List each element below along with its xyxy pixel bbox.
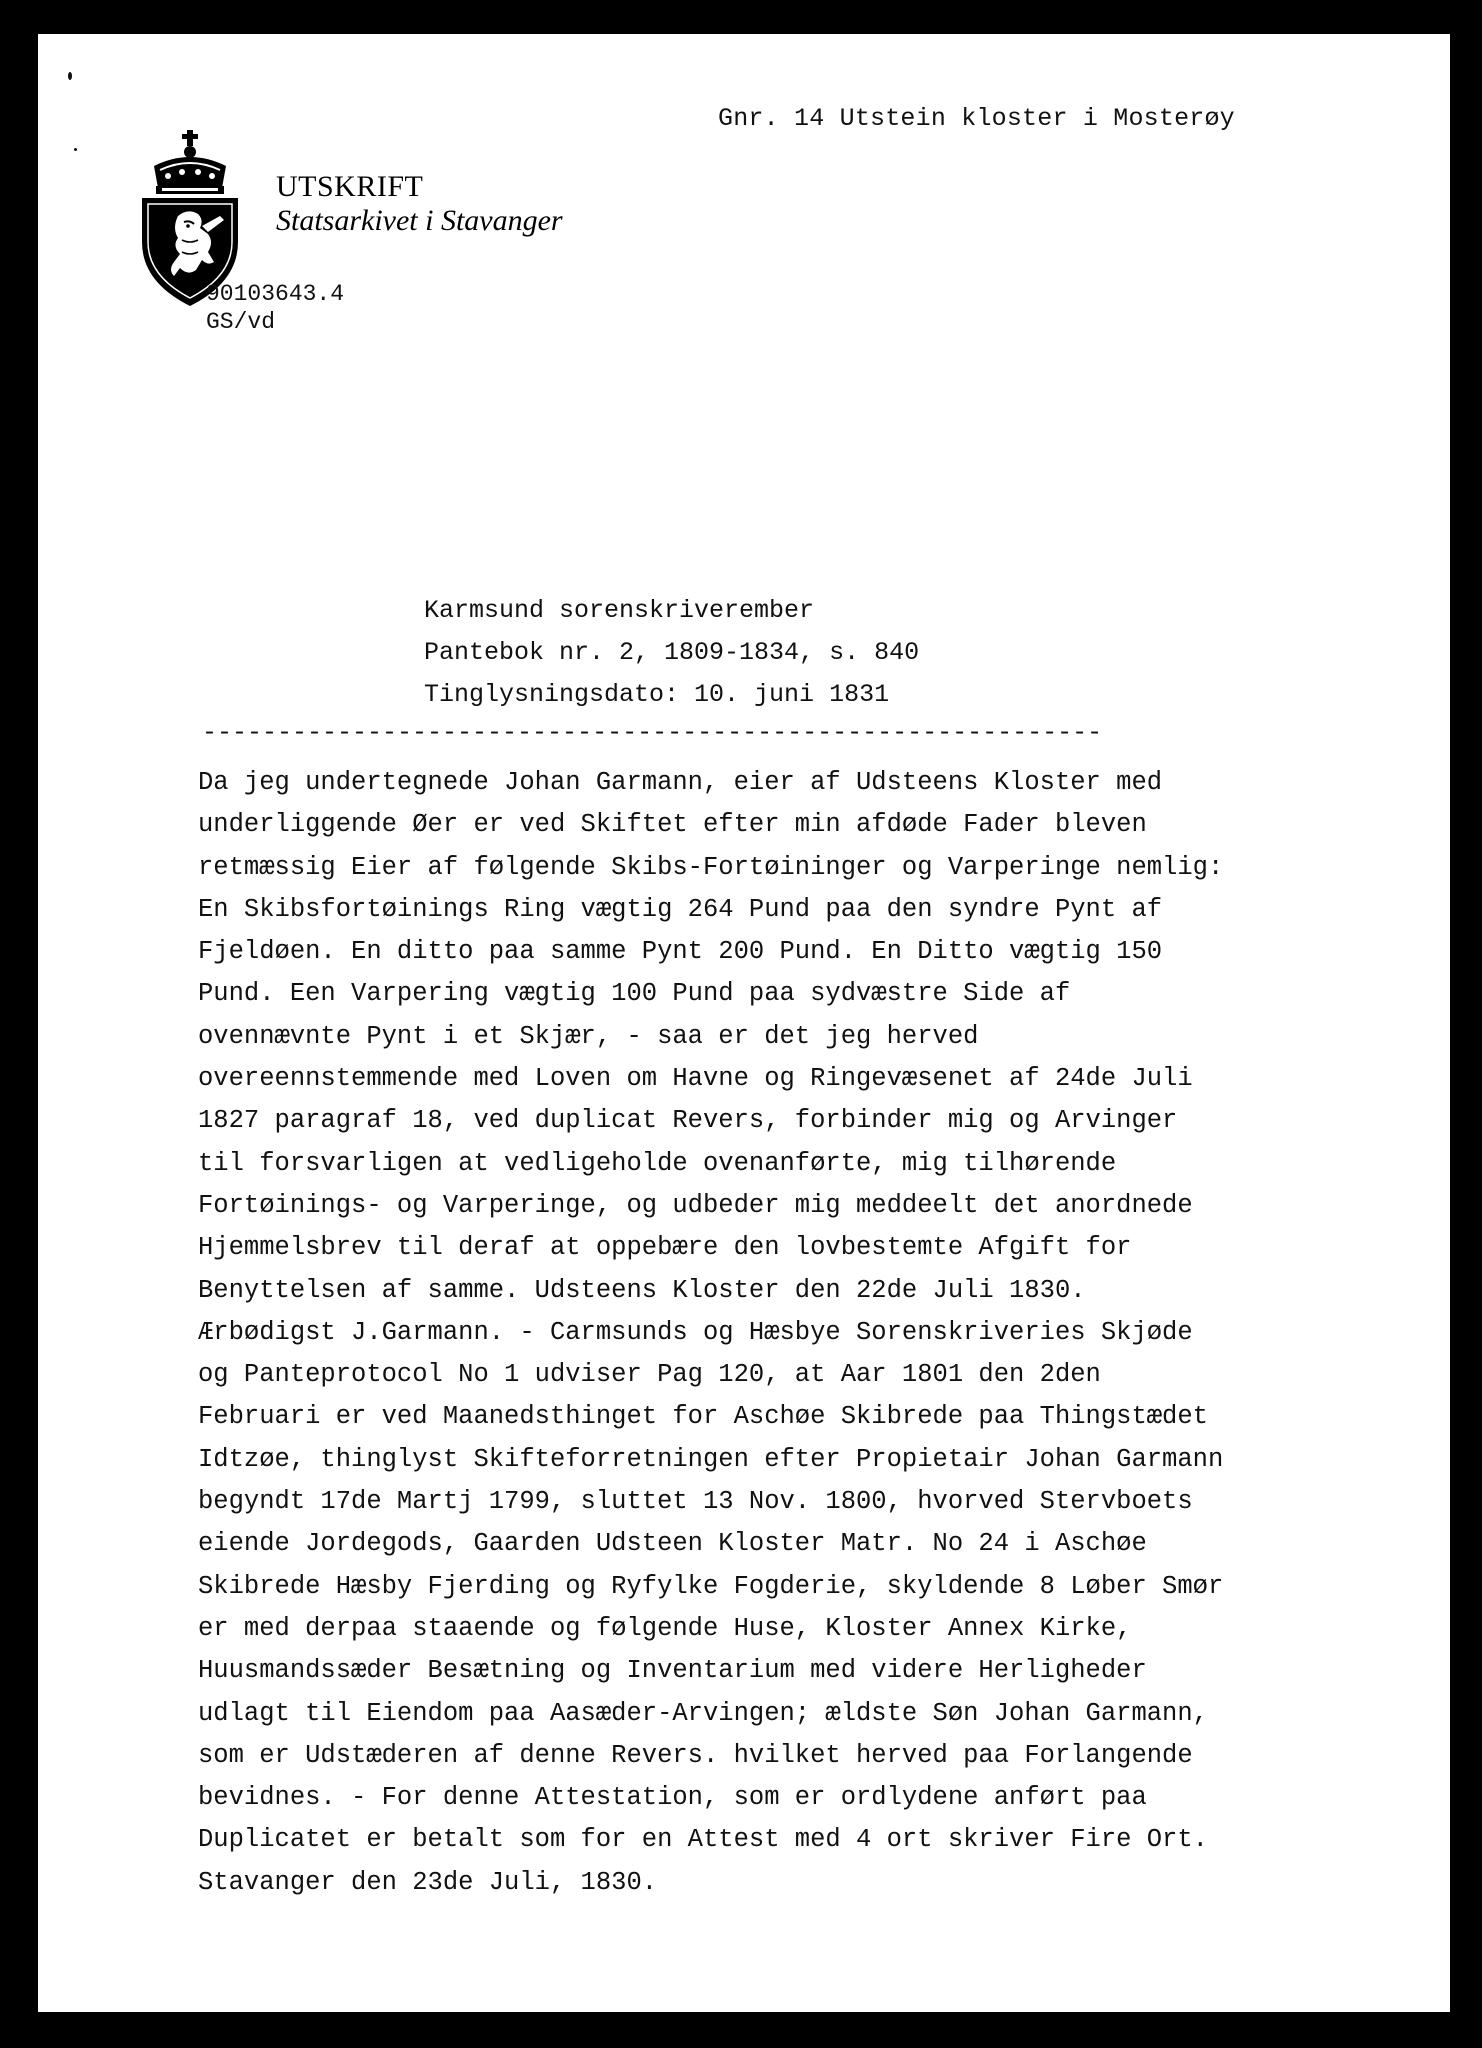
document-page [38, 34, 1450, 2012]
source-date: Tinglysningsdato: 10. juni 1831 [424, 680, 890, 709]
source-citation [424, 590, 919, 716]
text-line: Da jeg undertegnede Johan Garmann, eier af Udsteens Kloster med [198, 768, 1163, 797]
text-line: 1827 paragraf 18, ved duplicat Revers, forbinder mig og Arvinger [198, 1106, 1178, 1136]
text-line: Huusmandssæder Besætning og Inventarium med videre Herligheder [198, 1656, 1147, 1686]
text-line: til forsvarligen at vedligeholde ovenanførte, mig tilhørende [198, 1148, 1117, 1178]
text-line: udlagt til Eiendom paa Aasæder-Arvingen; ældste Søn Johan Garmann, [198, 1698, 1208, 1728]
text-line: underliggende Øer er ved Skiftet efter min afdøde Fader bleven [198, 810, 1147, 840]
text-line: Fjeldøen. En ditto paa samme Pynt 200 Pund. En Ditto vægtig 150 [198, 937, 1163, 967]
text-line: bevidnes. - For denne Attestation, som er ordlydene anført paa [198, 1783, 1147, 1813]
text-line: som er Udstæderen af denne Revers. hvilket herved paa Forlangende [198, 1740, 1193, 1770]
reference-initials: GS/vd [206, 309, 276, 335]
reference-block [206, 280, 344, 336]
text-line: Februari er ved Maanedsthinget for Aschøe Skibrede paa Thingstædet [198, 1402, 1208, 1432]
text-line: Ærbødigst J.Garmann. - Carmsunds og Hæsbye Sorenskriveries Skjøde [198, 1317, 1193, 1347]
text-line: retmæssig Eier af følgende Skibs-Fortøininger og Varperinge nemlig: [198, 852, 1224, 882]
source-book: Pantebok nr. 2, 1809-1834, s. 840 [424, 638, 920, 667]
text-line: er med derpaa staaende og følgende Huse, Kloster Annex Kirke, [198, 1613, 1132, 1643]
text-line: og Panteprotocol No 1 udviser Pag 120, at Aar 1801 den 2den [198, 1360, 1101, 1390]
separator-line: ------------------------------------------------------------ [202, 718, 1103, 747]
text-line: Stavanger den 23de Juli, 1830. [198, 1867, 658, 1897]
text-line: overeennstemmende med Loven om Havne og Ringevæsenet af 24de Juli [198, 1064, 1193, 1094]
text-line: Benyttelsen af samme. Udsteens Kloster den 22de Juli 1830. [198, 1275, 1086, 1305]
text-line: Duplicatet er betalt som for en Attest med 4 ort skriver Fire Ort. [198, 1825, 1208, 1855]
text-line: Pund. Een Varpering vægtig 100 Pund paa sydvæstre Side af [198, 979, 1071, 1009]
text-line: Hjemmelsbrev til deraf at oppebære den lovbestemte Afgift for [198, 1233, 1132, 1263]
property-number: Gnr. 14 Utstein kloster i Mosterøy [718, 104, 1235, 133]
office-name: Statsarkivet i Stavanger [276, 204, 563, 237]
reference-number: 90103643.4 [206, 281, 345, 307]
text-line: Skibrede Hæsby Fjerding og Ryfylke Fogderie, skyldende 8 Løber Smør [198, 1571, 1224, 1601]
text-line: ovennævnte Pynt i et Skjær, - saa er det jeg herved [198, 1021, 979, 1051]
text-line: begyndt 17de Martj 1799, sluttet 13 Nov. 1800, hvorved Stervboets [198, 1487, 1193, 1517]
text-line: Fortøinings- og Varperinge, og udbeder mig meddeelt det anordnede [198, 1190, 1193, 1220]
archive-office [276, 170, 563, 238]
scan-speck [74, 148, 77, 151]
transcription-text [198, 762, 1224, 1904]
text-line: eiende Jordegods, Gaarden Udsteen Kloster Matr. No 24 i Aschøe [198, 1529, 1147, 1559]
source-court: Karmsund sorenskriverember [424, 596, 815, 625]
text-line: En Skibsfortøinings Ring vægtig 264 Pund paa den syndre Pynt af [198, 894, 1163, 924]
text-line: Idtzøe, thinglyst Skifteforretningen efter Propietair Johan Garmann [198, 1444, 1224, 1474]
office-heading: UTSKRIFT [276, 170, 424, 203]
scan-speck [68, 72, 72, 80]
